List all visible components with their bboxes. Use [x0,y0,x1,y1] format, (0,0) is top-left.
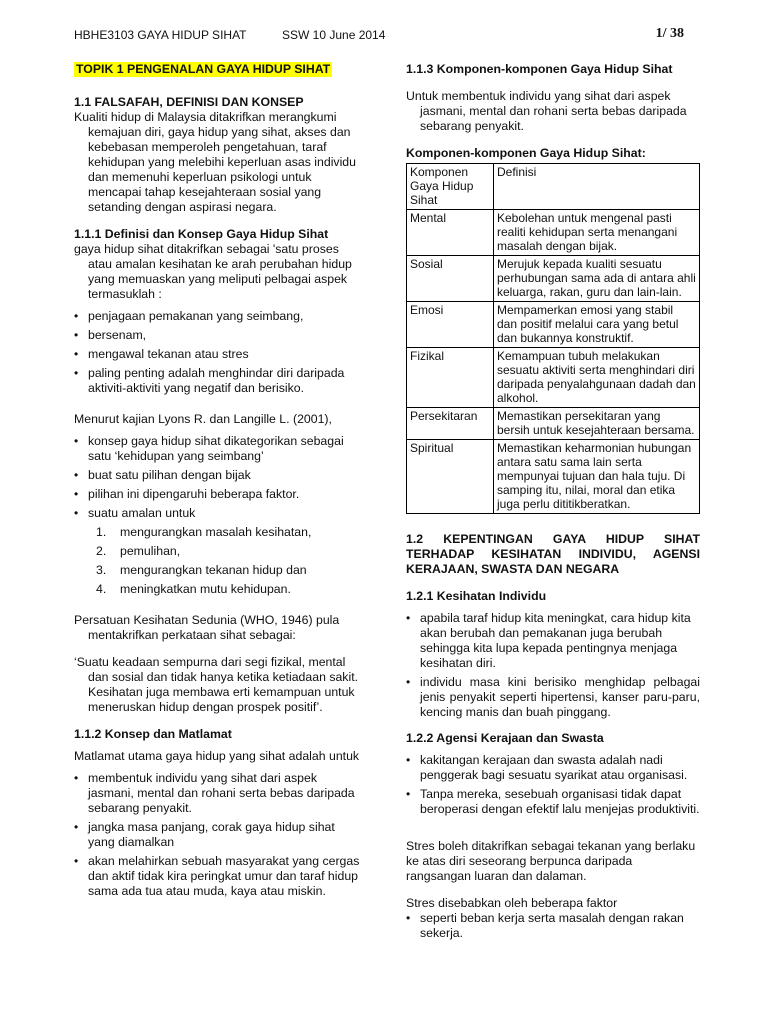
table-caption: Komponen-komponen Gaya Hidup Sihat: [406,146,646,160]
item-text: meningkatkan mutu kehidupan. [120,582,291,596]
table-row [407,408,700,440]
list-item: • penjagaan pemakanan yang seimbang, [74,309,364,324]
item-text: mengurangkan masalah kesihatan, [120,525,312,539]
components-table [406,163,700,514]
list-item: • individu masa kini berisiko menghidap pelbagai jenis penyakit seperti hipertensi, kanser paru-paru, kencing manis dan buah pinggang. [406,675,700,720]
numbered-item [96,563,364,578]
topic-title: TOPIK 1 PENGENALAN GAYA HIDUP SIHAT [76,62,331,76]
list-item: • apabila taraf hidup kita meningkat, cara hidup kita akan berubah dan pemakanan juga berubah sehingga kita lupa kepada pentingnya menjaga kesihatan diri. [406,611,700,671]
item-number: 3. [96,563,107,577]
item-text: mengurangkan tekanan hidup dan [120,563,307,577]
section-1-2-2-heading: 1.2.2 Agensi Kerajaan dan Swasta [406,731,604,745]
item-number: 4. [96,582,107,596]
section-1-1-1-paragraph: gaya hidup sihat ditakrifkan sebagai 'satu proses atau amalan kesihatan ke arah perubahan hidup yang memuaskan yang meliputi pelbagai aspek termasuklah : [74,242,352,301]
table-row [407,348,700,408]
table-cell-definisi: Kebolehan untuk mengenal pasti realiti kehidupan serta menangani masalah dengan bijak. [494,210,700,256]
table-cell-definisi: Memastikan persekitaran yang bersih untuk kesejahteraan bersama. [494,408,700,440]
table-header-row [407,164,700,210]
page-header [74,28,684,46]
page-number: 1/ 38 [655,26,684,41]
table-header-cell: Komponen Gaya Hidup Sihat [407,164,494,210]
right-column [406,58,700,945]
list-item: • pilihan ini dipengaruhi beberapa faktor. [74,487,364,502]
section-1-1-heading: 1.1 FALSAFAH, DEFINISI DAN KONSEP [74,95,304,109]
table-cell-definisi: Kemampuan tubuh melakukan sesuatu aktiviti serta menghindari diri daripada penyalahgunaan dadah dan alkohol. [494,348,700,408]
section-1-1-paragraph: Kualiti hidup di Malaysia ditakrifkan merangkumi kemajuan diri, gaya hidup yang sihat, akses dan kebebasan memperoleh pengetahuan, taraf kehidupan yang melebihi keperluan asas individu dan memenuhi keperluan psikologi untuk mencapai tahap kesejahteraan sosial yang setanding dengan aspirasi negara. [74,110,356,214]
table-row [407,210,700,256]
list-item: • konsep gaya hidup sihat dikategorikan sebagai satu ‘kehidupan yang seimbang’ [74,434,364,464]
section-1-1-2-list [74,771,364,899]
table-cell-definisi: Mempamerkan emosi yang stabil dan positif melalui cara yang betul dan bukannya konstruktif. [494,302,700,348]
stres-paragraph: Stres boleh ditakrifkan sebagai tekanan yang berlaku ke atas diri seseorang berpunca daripada rangsangan luaran dan dalaman. [406,839,696,883]
section-1-1-3-heading: 1.1.3 Komponen-komponen Gaya Hidup Sihat [406,62,673,76]
section-1-2-1-heading: 1.2.1 Kesihatan Individu [406,589,547,603]
list-item: • paling penting adalah menghindar diri daripada aktiviti-aktiviti yang negatif dan berisiko. [74,366,364,396]
table-cell-definisi: Memastikan keharmonian hubungan antara satu sama lain serta mempunyai tujuan dan hala tuju. Di samping itu, nilai, moral dan etika juga perlu dititikberatkan. [494,440,700,514]
item-text: pemulihan, [120,544,181,558]
list-item: • bersenam, [74,328,364,343]
table-cell-komponen: Mental [407,210,494,256]
table-cell-komponen: Persekitaran [407,408,494,440]
list-item: • buat satu pilihan dengan bijak [74,468,364,483]
section-1-1-3-paragraph: Untuk membentuk individu yang sihat dari aspek jasmani, mental dan rohani serta bebas daripada sebarang penyakit. [406,89,687,133]
table-cell-definisi: Merujuk kepada kualiti sesuatu perhubungan sama ada di antara ahli keluarga, rakan, guru dan lain-lain. [494,256,700,302]
section-1-2-2-list [406,753,700,817]
section-1-1-1-list [74,309,364,396]
section-1-2-1-list [406,611,700,720]
stres-intro: Stres disebabkan oleh beberapa faktor [406,896,618,910]
table-cell-komponen: Spiritual [407,440,494,514]
table-cell-komponen: Sosial [407,256,494,302]
section-1-2-heading: 1.2 KEPENTINGAN GAYA HIDUP SIHAT TERHADAP KESIHATAN INDIVIDU, AGENSI KERAJAAN, SWASTA DAN NEGARA [406,532,700,576]
item-number: 2. [96,544,107,558]
table-cell-komponen: Fizikal [407,348,494,408]
list-item: • membentuk individu yang sihat dari aspek jasmani, mental dan rohani serta bebas daripada sebarang penyakit. [74,771,364,816]
list-item: • suatu amalan untuk [74,506,364,521]
numbered-item [96,525,364,540]
who-intro: Persatuan Kesihatan Sedunia (WHO, 1946) pula mentakrifkan perkataan sihat sebagai: [74,613,340,642]
list-item: • akan melahirkan sebuah masyarakat yang cergas dan aktif tidak kira peringkat umur dan taraf hidup sama ada tua atau muda, kaya atau miskin. [74,854,364,899]
list-item: • jangka masa panjang, corak gaya hidup sihat yang diamalkan [74,820,364,850]
lyons-list [74,434,364,521]
numbered-item [96,582,364,597]
lyons-numbered-list [74,525,364,597]
list-item: • seperti beban kerja serta masalah dengan rakan sekerja. [406,911,700,941]
section-1-1-2-heading: 1.1.2 Konsep dan Matlamat [74,727,232,741]
section-1-1-1-heading: 1.1.1 Definisi dan Konsep Gaya Hidup Sihat [74,227,329,241]
left-column [74,58,364,903]
stres-list [406,911,700,941]
numbered-item [96,544,364,559]
table-header-cell: Definisi [494,164,700,210]
table-row [407,256,700,302]
table-row [407,302,700,348]
document-date: SSW 10 June 2014 [282,28,386,42]
table-cell-komponen: Emosi [407,302,494,348]
item-number: 1. [96,525,107,539]
list-item: • mengawal tekanan atau stres [74,347,364,362]
course-code: HBHE3103 GAYA HIDUP SIHAT [74,28,247,42]
list-item: • kakitangan kerajaan dan swasta adalah nadi penggerak bagi sesuatu syarikat atau organisasi. [406,753,700,783]
lyons-intro: Menurut kajian Lyons R. dan Langille L. (2001), [74,412,332,426]
list-item: • Tanpa mereka, sesebuah organisasi tidak dapat beroperasi dengan efektif lalu menjejas produktiviti. [406,787,700,817]
table-row [407,440,700,514]
who-quote: ‘Suatu keadaan sempurna dari segi fizikal, mental dan sosial dan tidak hanya ketika ketiadaan sakit. Kesihatan juga membawa erti kemampuan untuk meneruskan hidup dengan prospek positif’. [74,655,359,714]
section-1-1-2-paragraph: Matlamat utama gaya hidup yang sihat adalah untuk [74,749,360,763]
